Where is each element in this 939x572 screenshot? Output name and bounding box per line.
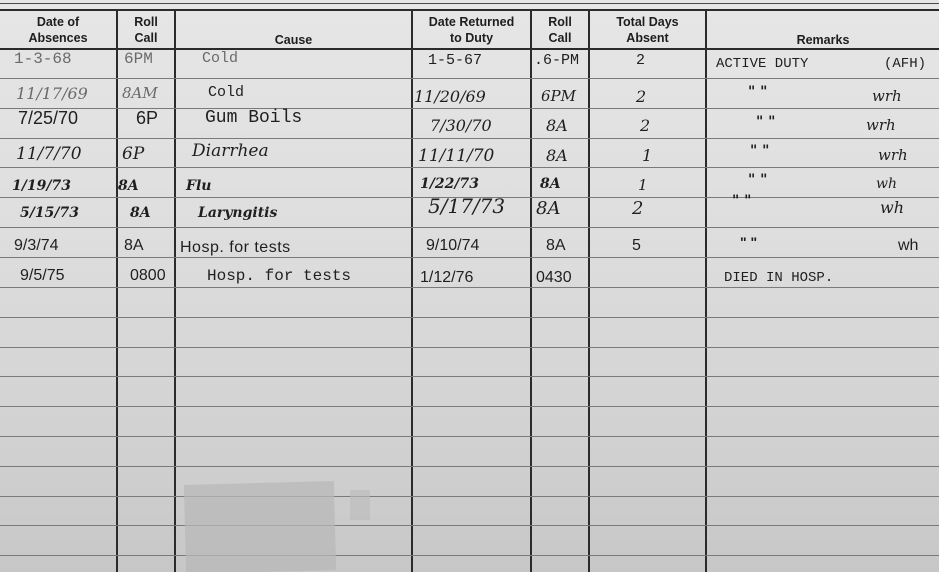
roll-call-out: 8A [124, 237, 144, 254]
absence-date: 7/25/70 [18, 108, 79, 128]
top-border-thick [0, 9, 939, 11]
row-rule [0, 496, 939, 497]
initials: wrh [878, 146, 908, 164]
absence-date: 9/3/74 [14, 237, 59, 254]
row-rule [0, 78, 939, 79]
return-date: 5/17/73 [428, 194, 506, 218]
roll-call-out: 6P [122, 144, 145, 164]
row-rule [0, 347, 939, 348]
absence-date: 1/19/73 [12, 178, 71, 194]
header-date-returned: Date Returned to Duty [428, 15, 515, 45]
row-rule [0, 555, 939, 556]
roll-call-out: 0800 [130, 267, 166, 284]
remarks: " " [748, 172, 768, 188]
total-days-absent: 2 [632, 198, 644, 219]
remarks: " " [756, 114, 776, 130]
row-rule [0, 376, 939, 377]
roll-call-out: 8A [118, 178, 139, 194]
cause: Cold [208, 84, 245, 101]
absence-date: 11/7/70 [16, 144, 82, 164]
return-date: 11/11/70 [418, 146, 495, 166]
total-days-absent: 2 [640, 116, 651, 135]
header-cause: Cause [274, 33, 313, 47]
header-remarks: Remarks [796, 33, 850, 47]
header-total-days-absent: Total Days Absent [616, 15, 679, 45]
cause: Laryngitis [198, 205, 278, 221]
return-date: 9/10/74 [426, 237, 480, 254]
roll-call-in: 8A [546, 116, 568, 135]
roll-call-in: 6PM [541, 87, 576, 105]
header-date-of-absences: Date of Absences [28, 15, 88, 45]
roll-call-out: 8AM [122, 84, 158, 102]
row-rule [0, 317, 939, 318]
column-divider [705, 11, 707, 572]
remarks: " " [748, 84, 768, 100]
return-date: 11/20/69 [414, 87, 486, 106]
row-rule [0, 287, 939, 288]
remarks: ACTIVE DUTY [716, 56, 809, 72]
remarks: " " [750, 143, 770, 159]
absence-date: 1-3-68 [14, 50, 72, 68]
return-date: 1-5-67 [428, 52, 483, 69]
initials: wh [880, 198, 904, 217]
column-divider [530, 11, 532, 572]
absence-date: 9/5/75 [20, 267, 65, 284]
total-days-absent: 2 [636, 52, 646, 69]
row-rule [0, 406, 939, 407]
initials: wh [898, 237, 919, 254]
column-divider [588, 11, 590, 572]
row-rule [0, 138, 939, 139]
return-date: 1/12/76 [420, 269, 474, 286]
row-rule [0, 227, 939, 228]
top-border-thin [0, 3, 939, 4]
header-roll-call-out: Roll Call [134, 15, 158, 45]
total-days-absent: 2 [636, 87, 647, 106]
roll-call-out: 6PM [124, 50, 153, 68]
paper-stain [350, 490, 370, 520]
row-rule [0, 466, 939, 467]
initials: wrh [866, 116, 896, 134]
remarks: " " [732, 193, 752, 209]
header-roll-call-in: Roll Call [548, 15, 572, 45]
absence-date: 5/15/73 [20, 205, 79, 221]
cause: Diarrhea [192, 141, 269, 161]
roll-call-in: 8A [536, 198, 561, 219]
total-days-absent: 1 [642, 146, 653, 165]
paper-stain [184, 481, 336, 572]
total-days-absent: 1 [638, 176, 648, 194]
remarks-note: (AFH) [884, 56, 927, 72]
roll-call-in: 8A [546, 237, 566, 254]
roll-call-in: 0430 [536, 269, 572, 286]
return-date: 7/30/70 [430, 116, 492, 135]
remarks: " " [740, 234, 758, 250]
roll-call-in: 8A [546, 146, 568, 165]
roll-call-out: 6P [136, 108, 159, 128]
row-rule [0, 436, 939, 437]
total-days-absent: 5 [632, 237, 641, 254]
row-rule [0, 167, 939, 168]
column-divider [174, 11, 176, 572]
roll-call-out: 8A [130, 205, 151, 221]
initials: wrh [872, 87, 902, 105]
remarks: DIED IN HOSP. [724, 270, 834, 286]
initials: wh [876, 176, 897, 192]
roll-call-in: 8A [540, 176, 561, 192]
column-divider [411, 11, 413, 572]
cause: Hosp. for tests [207, 267, 352, 285]
column-divider [116, 11, 118, 572]
return-date: 1/22/73 [420, 176, 479, 192]
row-rule [0, 525, 939, 526]
cause: Hosp. for tests [180, 239, 291, 256]
cause: Gum Boils [205, 108, 303, 128]
cause: Flu [186, 178, 212, 194]
absence-date: 11/17/69 [16, 84, 88, 103]
row-rule [0, 257, 939, 258]
roll-call-in: .6-PM [534, 52, 580, 69]
cause: Cold [202, 50, 239, 67]
